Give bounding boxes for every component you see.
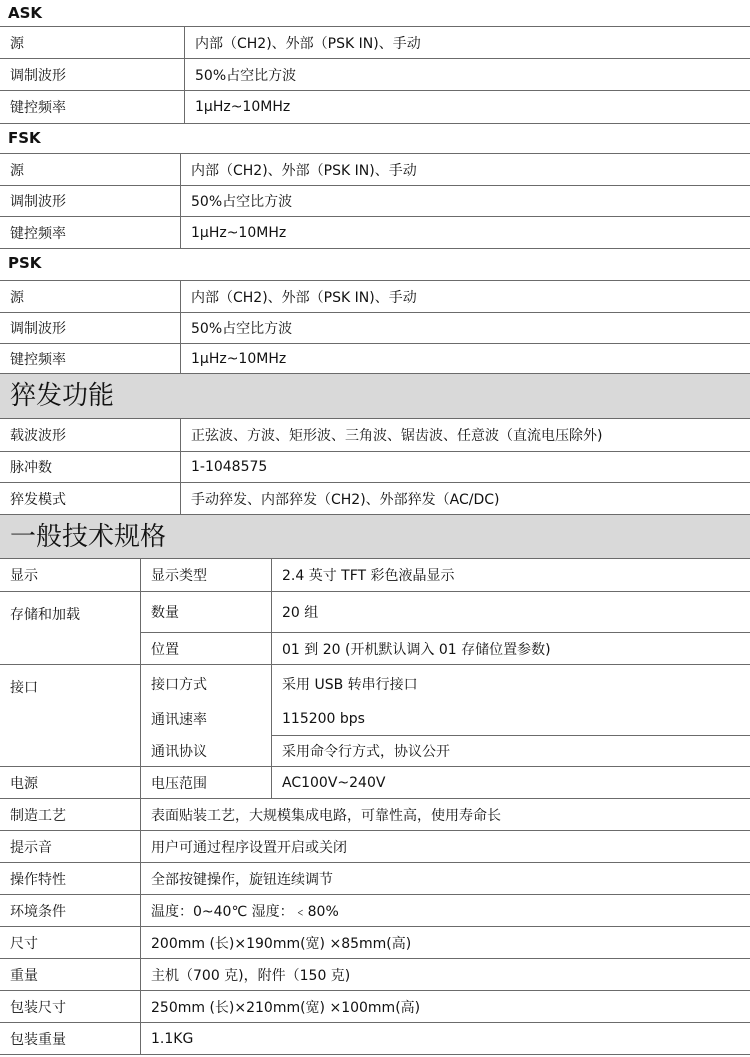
burst-carrier-label: 载波波形	[10, 428, 66, 444]
environment-label: 环境条件	[10, 903, 66, 920]
ask-row-waveform	[0, 58, 750, 90]
storage-count-value: 20 组	[282, 605, 319, 621]
general-row-weight	[0, 958, 750, 990]
burst-count-label: 脉冲数	[10, 460, 52, 476]
display-label: 显示	[10, 568, 38, 584]
fsk-rate-label: 键控频率	[10, 225, 66, 242]
general-row-display	[0, 559, 750, 591]
psk-row-waveform	[0, 312, 750, 343]
general-row-process	[0, 798, 750, 830]
ask-rate-label: 键控频率	[10, 100, 66, 116]
interface-label: 接口	[10, 680, 38, 696]
general-row-environment	[0, 894, 750, 926]
ask-waveform-value: 50%占空比方波	[195, 67, 297, 84]
burst-count-value: 1-1048575	[191, 459, 268, 475]
environment-value: 温度：0~40℃ 湿度：﹤80%	[151, 903, 339, 920]
power-value: AC100V~240V	[282, 774, 386, 791]
fsk-row-rate	[0, 216, 750, 248]
ask-heading: ASK	[8, 4, 43, 22]
ask-waveform-label: 调制波形	[10, 67, 66, 84]
general-heading: 一般技术规格	[0, 514, 750, 559]
psk-waveform-value: 50%占空比方波	[191, 321, 293, 337]
psk-source-value: 内部（CH2)、外部（PSK IN)、手动	[191, 289, 417, 306]
operation-label: 操作特性	[10, 871, 66, 888]
ask-row-source	[0, 26, 750, 58]
general-row-package-size	[0, 990, 750, 1022]
fsk-source-label: 源	[10, 162, 24, 179]
process-label: 制造工艺	[10, 807, 66, 824]
storage-count-label: 数量	[151, 605, 179, 621]
psk-source-label: 源	[10, 289, 24, 306]
burst-row-carrier	[0, 419, 750, 451]
ask-row-rate	[0, 90, 750, 123]
size-label: 尺寸	[10, 935, 38, 952]
package-weight-value: 1.1KG	[151, 1030, 194, 1047]
general-row-operation	[0, 862, 750, 894]
interface-protocol-label: 通讯协议	[151, 744, 207, 760]
weight-value: 主机（700 克)，附件（150 克)	[151, 967, 351, 984]
beeper-value: 用户可通过程序设置开启或关闭	[151, 839, 347, 856]
interface-rate-value: 115200 bps	[282, 711, 365, 727]
fsk-waveform-value: 50%占空比方波	[191, 194, 293, 210]
package-size-label: 包装尺寸	[10, 999, 66, 1016]
general-row-size	[0, 926, 750, 958]
power-label: 电源	[10, 775, 38, 792]
burst-row-mode	[0, 482, 750, 514]
burst-heading: 猝发功能	[0, 373, 750, 419]
burst-row-count	[0, 451, 750, 482]
psk-rate-label: 键控频率	[10, 351, 66, 368]
package-weight-label: 包装重量	[10, 1031, 66, 1048]
psk-waveform-label: 调制波形	[10, 321, 66, 337]
ask-rate-value: 1μHz~10MHz	[195, 99, 291, 115]
general-group-storage	[0, 591, 750, 664]
burst-mode-value: 手动猝发、内部猝发（CH2)、外部猝发（AC/DC)	[191, 491, 500, 508]
burst-carrier-value: 正弦波、方波、矩形波、三角波、锯齿波、任意波（直流电压除外)	[191, 428, 603, 444]
weight-label: 重量	[10, 967, 38, 984]
fsk-row-waveform	[0, 185, 750, 216]
fsk-row-source	[0, 153, 750, 185]
size-value: 200mm (长)×190mm(宽) ×85mm(高)	[151, 935, 412, 952]
display-value: 2.4 英寸 TFT 彩色液晶显示	[282, 568, 455, 584]
general-row-beeper	[0, 830, 750, 862]
fsk-source-value: 内部（CH2)、外部（PSK IN)、手动	[191, 162, 417, 179]
process-value: 表面贴装工艺，大规模集成电路，可靠性高，使用寿命长	[151, 807, 501, 824]
interface-protocol-value: 采用命令行方式，协议公开	[282, 744, 450, 760]
storage-location-label: 位置	[151, 642, 179, 658]
burst-mode-label: 猝发模式	[10, 491, 66, 508]
fsk-waveform-label: 调制波形	[10, 194, 66, 210]
fsk-heading: FSK	[8, 129, 41, 147]
general-group-interface	[0, 664, 750, 766]
general-row-package-weight	[0, 1022, 750, 1054]
display-sub-label: 显示类型	[151, 568, 207, 584]
psk-heading: PSK	[8, 254, 42, 272]
fsk-rate-value: 1μHz~10MHz	[191, 224, 287, 241]
power-sub-label: 电压范围	[151, 775, 207, 792]
operation-value: 全部按键操作，旋钮连续调节	[151, 871, 333, 888]
ask-source-value: 内部（CH2)、外部（PSK IN)、手动	[195, 35, 421, 52]
interface-type-value: 采用 USB 转串行接口	[282, 677, 418, 693]
psk-row-rate	[0, 343, 750, 373]
psk-row-source	[0, 280, 750, 312]
storage-label: 存储和加载	[10, 607, 80, 623]
general-row-power	[0, 766, 750, 798]
ask-source-label: 源	[10, 35, 24, 52]
interface-type-label: 接口方式	[151, 677, 207, 693]
beeper-label: 提示音	[10, 839, 52, 856]
storage-location-value: 01 到 20 (开机默认调入 01 存储位置参数)	[282, 642, 551, 658]
package-size-value: 250mm (长)×210mm(宽) ×100mm(高)	[151, 999, 421, 1016]
psk-rate-value: 1μHz~10MHz	[191, 350, 287, 367]
interface-rate-label: 通讯速率	[151, 712, 207, 728]
